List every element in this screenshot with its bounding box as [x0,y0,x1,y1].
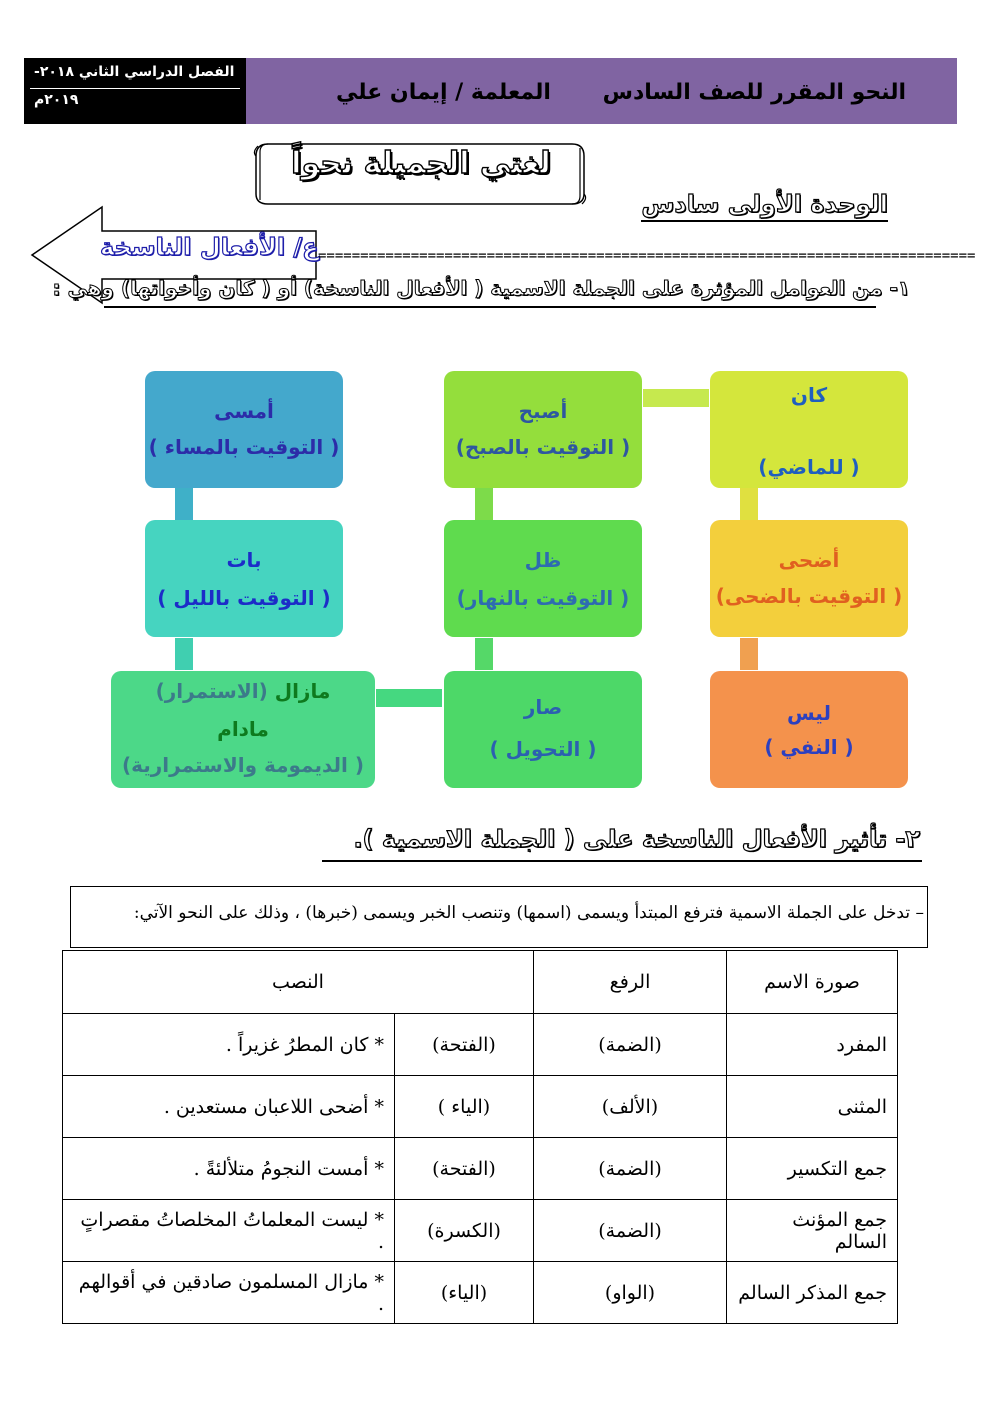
table-row [63,1076,898,1138]
verb-sara: صار [523,695,563,719]
meaning-madama: ( الديمومة والاستمرارية) [122,753,364,777]
verb-kana: كان [790,383,828,407]
term-divider [30,88,240,89]
cell-example: * أضحى اللاعبان مستعدين . [63,1076,395,1138]
connector-kana-asbaha [643,389,709,407]
connector-adha-laysa [740,638,758,670]
section-2-title: ٢- تأثير الأفعال الناسخة على ( الجملة الاسمية ). [353,825,920,853]
verb-bata: بات [226,548,262,572]
meaning-amsa: ( التوقيت بالمساء ) [148,435,340,459]
cell-raf: (الألف) [534,1076,727,1138]
verb-asbaha: أصبح [518,399,568,423]
verb-adha: أضحى [778,548,840,572]
table-row [63,1262,898,1324]
verb-amsa: أمسى [214,399,274,423]
cell-form: المثنى [727,1076,898,1138]
box-mazala [111,671,375,788]
cell-raf: (الضمة) [534,1014,727,1076]
cell-example: * ليست المعلماتُ المخلصاتُ مقصراتٍ . [63,1200,395,1262]
cell-raf: (الضمة) [534,1138,727,1200]
intro-statement: ١- من العوامل المؤثرة على الجملة الاسمية ( الأفعال الناسخة) أو ( كان وأخواتها) وهي : [52,276,910,300]
box-bata [145,520,343,637]
unit-title: الوحدة الأولى سادس [641,190,888,222]
cell-example: * أمست النجومُ متلألئةً . [63,1138,395,1200]
verb-mazala: مازال [274,679,331,703]
cell-example: * مازال المسلمون صادقين في أقوالهم . [63,1262,395,1324]
intro-underline [104,306,876,308]
cell-raf: (الواو) [534,1262,727,1324]
cell-form: المفرد [727,1014,898,1076]
meaning-bata: ( التوقيت بالليل ) [157,586,331,610]
teacher-name: المعلمة / إيمان علي [336,80,551,105]
table-row [63,1200,898,1262]
connector-kana-adha [740,488,758,520]
connector-bata-mazala [175,638,193,670]
banner-title: لغتي الجميلة نحواً [291,146,551,181]
meaning-kana: ( للماضي) [758,455,860,479]
cell-form: جمع المذكر السالم [727,1262,898,1324]
cases-table [62,950,898,1324]
box-adha [710,520,908,637]
course-title: النحو المقرر للصف السادس [602,80,906,105]
cell-nasb: (الياء ) [395,1076,534,1138]
box-kana [710,371,908,488]
table-row [63,1014,898,1076]
section-2-underline [322,860,922,862]
cell-form: جمع التكسير [727,1138,898,1200]
lesson-title: ع/ الأفعال الناسخة [100,233,319,261]
term-line-2: ٢٠١٩م [34,92,79,108]
header-raf: الرفع [534,951,727,1014]
cell-nasb: (الفتحة) [395,1138,534,1200]
box-asbaha [444,371,642,488]
connector-mazala-sara [376,689,442,707]
meaning-mazala: (الاستمرار) [155,679,268,703]
table-row [63,1138,898,1200]
verb-laysa: ليس [787,701,831,725]
verb-zalla: ظل [524,548,562,572]
meaning-laysa: ( النفي ) [764,735,854,759]
cell-nasb: (الكسرة) [395,1200,534,1262]
verb-madama: مادام [217,717,269,741]
connector-asbaha-zalla [475,488,493,520]
cell-example: * كان المطرُ غزيراً . [63,1014,395,1076]
box-sara [444,671,642,788]
table-header-row [63,951,898,1014]
box-amsa [145,371,343,488]
header-form: صورة الاسم [727,951,898,1014]
box-laysa [710,671,908,788]
meaning-asbaha: ( التوقيت بالصبح) [455,435,631,459]
meaning-zalla: ( التوقيت بالنهار) [456,586,630,610]
box-zalla [444,520,642,637]
cell-nasb: (الياء) [395,1262,534,1324]
separator-line: ============================================================================== [318,248,976,264]
cell-form: جمع المؤنث السالم [727,1200,898,1262]
note-text: – تدخل على الجملة الاسمية فترفع المبتدأ ويسمى (اسمها) وتنصب الخبر ويسمى (خبرها) ، وذلك على النحو الآتي: [133,903,924,923]
connector-amsa-bata [175,488,193,520]
cell-raf: (الضمة) [534,1200,727,1262]
meaning-sara: ( التحويل ) [489,737,597,761]
term-line-1: الفصل الدراسي الثاني ٢٠١٨- [34,64,235,80]
meaning-adha: ( التوقيت بالضحى) [715,584,903,608]
cell-nasb: (الفتحة) [395,1014,534,1076]
connector-zalla-sara [475,638,493,670]
header-nasb: النصب [63,951,534,1014]
